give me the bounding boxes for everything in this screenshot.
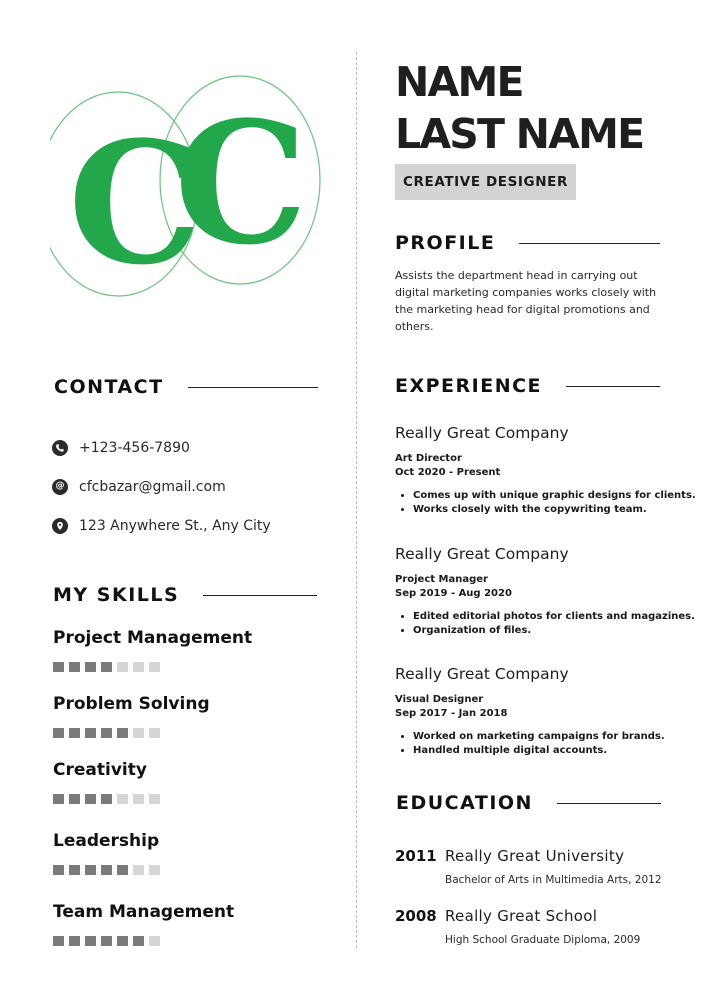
skill-level-filled — [53, 936, 64, 946]
job-company: Really Great Company — [395, 424, 569, 442]
job-dates: Sep 2017 - Jan 2018 — [395, 708, 508, 719]
svg-text:C: C — [174, 84, 308, 282]
skill-level-filled — [69, 662, 80, 672]
job-position: Project Manager — [395, 574, 488, 585]
skill-level-bar — [53, 936, 234, 946]
job-bullet: • Comes up with unique graphic designs for clients. — [413, 489, 685, 503]
profile-heading — [395, 232, 660, 254]
job-company: Really Great Company — [395, 545, 569, 563]
skill-level-empty — [149, 936, 160, 946]
skill-level-filled — [69, 936, 80, 946]
skill-item — [53, 902, 234, 946]
job-dates: Sep 2019 - Aug 2020 — [395, 588, 512, 599]
job-bullet: • Organization of files. — [413, 624, 685, 638]
skill-name: Problem Solving — [53, 694, 210, 714]
job-entry — [395, 424, 696, 517]
skill-level-filled — [117, 728, 128, 738]
skill-level-filled — [53, 728, 64, 738]
contact-heading — [54, 376, 318, 398]
skill-level-filled — [85, 865, 96, 875]
experience-rule — [566, 386, 660, 387]
skill-level-empty — [149, 794, 160, 804]
skill-level-filled — [85, 936, 96, 946]
contact-phone — [52, 428, 271, 467]
job-entry — [395, 545, 695, 638]
skill-level-filled — [101, 794, 112, 804]
skill-level-empty — [149, 865, 160, 875]
education-year: 2008 — [395, 907, 437, 925]
job-company: Really Great Company — [395, 665, 569, 683]
skill-level-empty — [117, 794, 128, 804]
skill-name: Leadership — [53, 831, 160, 851]
skill-level-empty — [117, 662, 128, 672]
role-badge — [395, 164, 576, 200]
skill-level-filled — [117, 936, 128, 946]
skill-level-empty — [149, 728, 160, 738]
job-bullet: • Worked on marketing campaigns for brands. — [413, 730, 685, 744]
column-divider — [356, 52, 357, 948]
skill-level-filled — [117, 865, 128, 875]
skill-level-filled — [85, 728, 96, 738]
skill-level-filled — [85, 794, 96, 804]
skill-level-filled — [133, 936, 144, 946]
profile-title: PROFILE — [395, 232, 496, 254]
education-title: EDUCATION — [396, 792, 533, 814]
skill-level-filled — [101, 865, 112, 875]
skill-level-empty — [149, 662, 160, 672]
logo-letters — [68, 84, 308, 302]
phone-icon — [52, 440, 68, 456]
skill-item — [53, 831, 160, 875]
cc-logo-graphic — [50, 70, 322, 302]
job-bullets — [395, 730, 685, 758]
skill-item — [53, 628, 252, 672]
job-bullets — [395, 610, 695, 638]
job-dates: Oct 2020 - Present — [395, 467, 501, 478]
name-block — [395, 56, 643, 160]
skill-level-filled — [101, 662, 112, 672]
skills-heading — [53, 584, 317, 606]
job-bullet: • Handled multiple digital accounts. — [413, 744, 685, 758]
skill-name: Team Management — [53, 902, 235, 922]
email-icon: @ — [52, 479, 68, 495]
contact-email — [52, 467, 271, 506]
skill-level-filled — [53, 662, 64, 672]
skill-level-bar — [53, 662, 252, 672]
last-name: LAST NAME — [395, 110, 644, 158]
skill-level-bar — [53, 865, 160, 875]
skill-level-filled — [69, 794, 80, 804]
skills-rule — [203, 595, 317, 596]
skill-name: Creativity — [53, 760, 147, 780]
contact-address-text: 123 Anywhere St., Any City — [79, 517, 271, 534]
first-name: NAME — [395, 58, 523, 106]
skill-level-filled — [69, 865, 80, 875]
skills-title: MY SKILLS — [53, 584, 180, 606]
skill-level-empty — [133, 662, 144, 672]
education-entry — [395, 847, 685, 886]
profile-rule — [519, 243, 660, 244]
education-rule — [557, 803, 661, 804]
skill-level-bar — [53, 728, 210, 738]
skill-item — [53, 694, 210, 738]
education-degree: High School Graduate Diploma, 2009 — [445, 934, 641, 946]
skill-name: Project Management — [53, 628, 253, 648]
contact-phone-text: +123-456-7890 — [79, 439, 190, 456]
skill-level-empty — [133, 865, 144, 875]
skill-level-bar — [53, 794, 160, 804]
contact-email-text: cfcbazar@gmail.com — [79, 478, 226, 495]
contact-address — [52, 506, 271, 545]
skill-level-filled — [53, 865, 64, 875]
job-bullet: • Works closely with the copywriting team. — [413, 503, 685, 517]
skill-level-filled — [101, 728, 112, 738]
skill-level-empty — [133, 794, 144, 804]
education-entry — [395, 907, 685, 946]
contact-rule — [188, 387, 318, 388]
svg-text:C: C — [68, 104, 202, 302]
skill-level-filled — [85, 662, 96, 672]
contact-list — [52, 428, 271, 545]
job-bullets — [395, 489, 696, 517]
job-bullet: • Edited editorial photos for clients and magazines. — [413, 610, 685, 624]
education-degree: Bachelor of Arts in Multimedia Arts, 2012 — [445, 874, 662, 886]
skill-level-filled — [69, 728, 80, 738]
experience-title: EXPERIENCE — [395, 375, 543, 397]
education-heading — [396, 792, 661, 814]
role-title: CREATIVE DESIGNER — [403, 174, 568, 190]
education-school: Really Great School — [445, 907, 598, 925]
contact-title: CONTACT — [54, 376, 164, 398]
job-entry — [395, 665, 685, 758]
skill-level-filled — [53, 794, 64, 804]
education-year: 2011 — [395, 847, 437, 865]
cc-logo — [50, 70, 322, 302]
education-school: Really Great University — [445, 847, 625, 865]
experience-heading — [395, 375, 660, 397]
profile-text: Assists the department head in carrying out digital marketing companies works closely with the marketing head for digital promotions and others. — [395, 269, 657, 333]
skill-level-filled — [101, 936, 112, 946]
job-position: Art Director — [395, 453, 462, 464]
job-position: Visual Designer — [395, 694, 484, 705]
location-icon — [52, 518, 68, 534]
skill-item — [53, 760, 160, 804]
skill-level-empty — [133, 728, 144, 738]
